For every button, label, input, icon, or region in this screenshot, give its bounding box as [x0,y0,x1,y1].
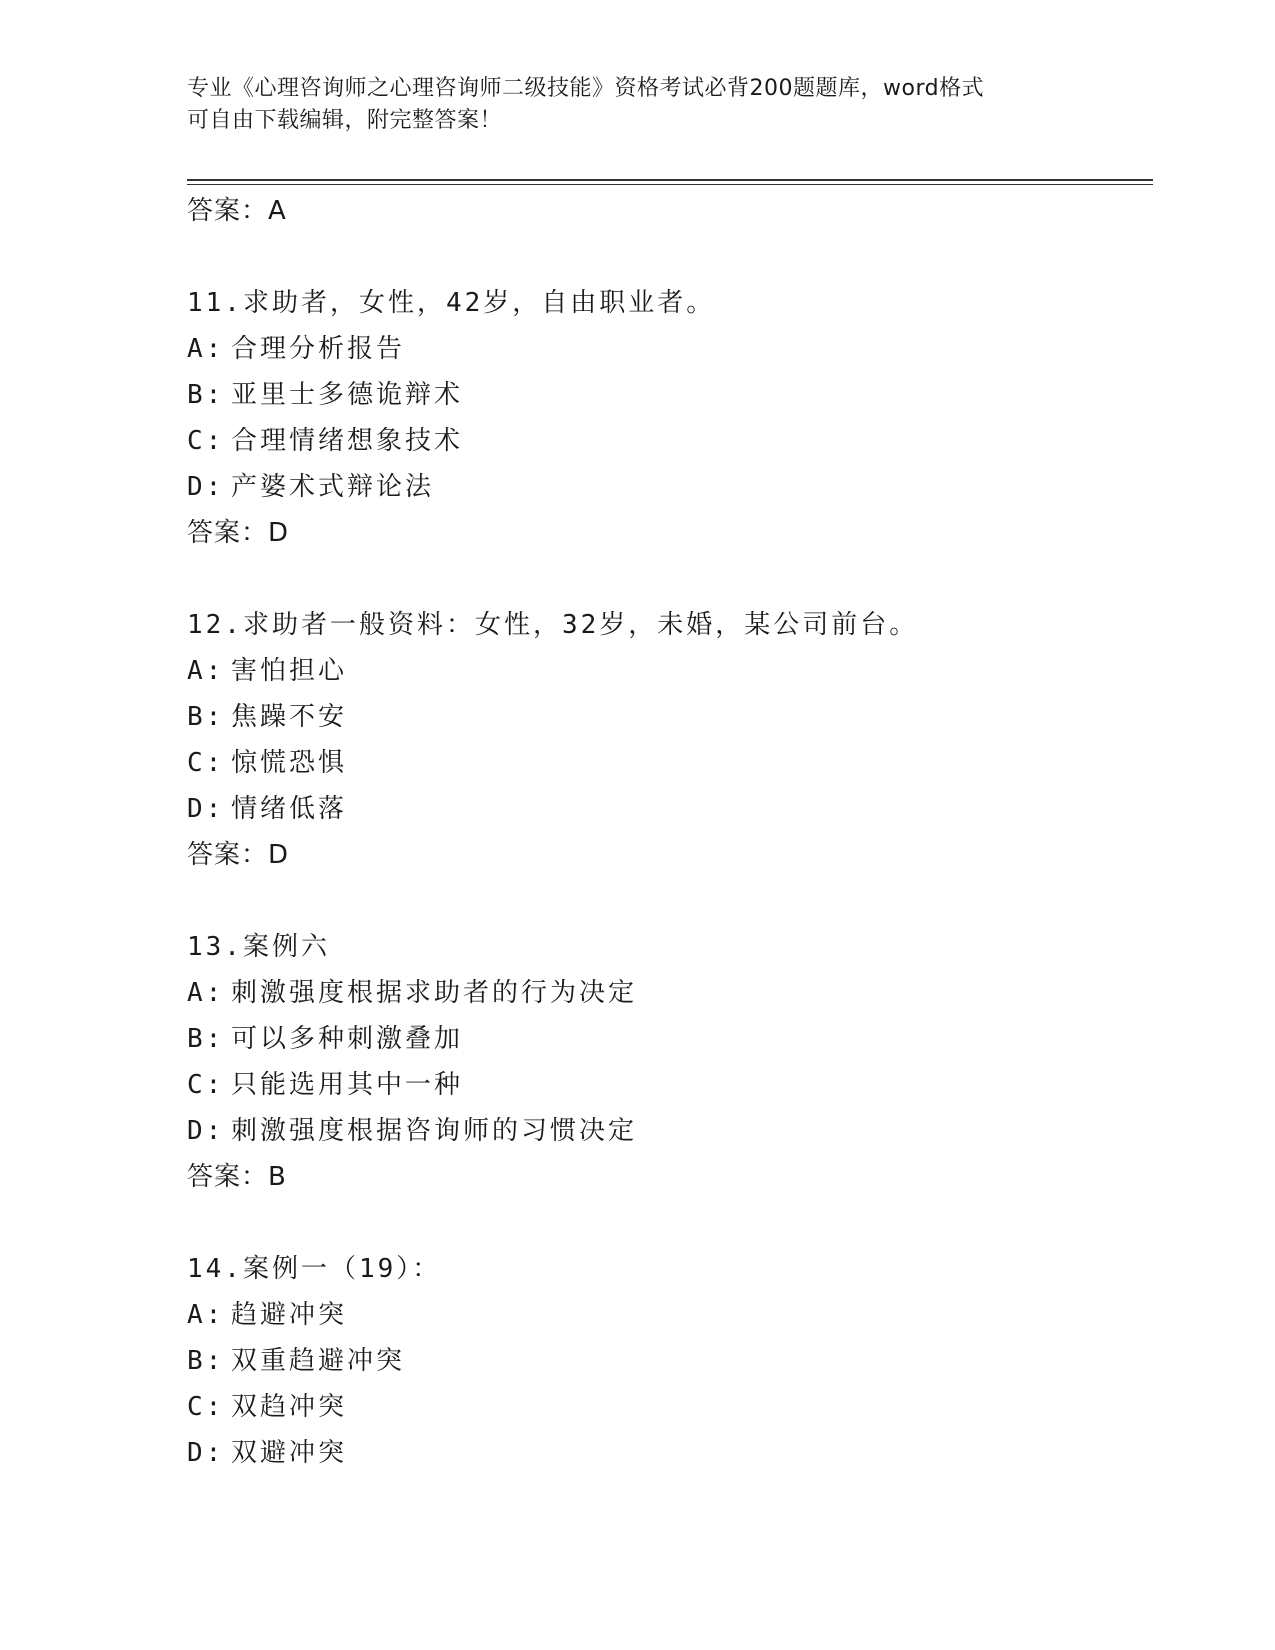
option-text: 双重趋避冲突 [231,1346,406,1376]
option-letter: C: [187,748,225,778]
option-c [187,1062,1147,1108]
spacer [187,556,1147,602]
answer-value: D [268,840,290,870]
question-stem: 11.求助者，女性，42岁，自由职业者。 [187,288,716,318]
option-letter: C: [187,1070,225,1100]
option-b [187,694,1147,740]
option-text: 趋避冲突 [231,1300,348,1330]
option-text: 惊慌恐惧 [231,748,348,778]
question-stem: 13.案例六 [187,932,330,962]
option-letter: A: [187,1300,225,1330]
option-c [187,740,1147,786]
spacer [187,878,1147,924]
option-letter: D: [187,794,225,824]
option-letter: D: [187,1116,225,1146]
header-title-line2: 可自由下载编辑，附完整答案！ [187,108,503,133]
document-header [187,73,1067,137]
answer-line [187,1154,1147,1200]
option-b [187,372,1147,418]
answer-value: B [268,1162,287,1192]
option-d [187,1108,1147,1154]
option-letter: B: [187,1024,225,1054]
option-letter: B: [187,380,225,410]
option-d [187,1430,1147,1476]
answer-line [187,188,1147,234]
option-letter: C: [187,426,225,456]
option-text: 产婆术式辩论法 [231,472,435,502]
option-text: 只能选用其中一种 [231,1070,464,1100]
header-divider [187,179,1153,185]
spacer [187,234,1147,280]
option-b [187,1016,1147,1062]
option-a [187,648,1147,694]
option-text: 害怕担心 [231,656,348,686]
answer-label: 答案： [187,1162,269,1192]
option-text: 双避冲突 [231,1438,348,1468]
option-letter: D: [187,1438,225,1468]
option-c [187,1384,1147,1430]
answer-line [187,510,1147,556]
option-letter: B: [187,702,225,732]
option-letter: A: [187,656,225,686]
option-d [187,464,1147,510]
answer-line [187,832,1147,878]
question-stem: 12.求助者一般资料：女性，32岁，未婚，某公司前台。 [187,610,919,640]
option-letter: B: [187,1346,225,1376]
answer-value: D [268,518,290,548]
option-text: 合理情绪想象技术 [231,426,464,456]
option-text: 刺激强度根据咨询师的习惯决定 [231,1116,638,1146]
spacer [187,1200,1147,1246]
answer-label: 答案： [187,518,269,548]
option-text: 可以多种刺激叠加 [231,1024,464,1054]
option-letter: C: [187,1392,225,1422]
document-body [187,188,1147,1476]
answer-label: 答案： [187,840,269,870]
question-stem: 14.案例一（19）： [187,1254,442,1284]
option-c [187,418,1147,464]
option-letter: A: [187,334,225,364]
option-a [187,970,1147,1016]
answer-label: 答案： [187,196,269,226]
option-text: 亚里士多德诡辩术 [231,380,464,410]
answer-value: A [268,196,287,226]
option-letter: D: [187,472,225,502]
option-letter: A: [187,978,225,1008]
option-b [187,1338,1147,1384]
option-text: 情绪低落 [231,794,348,824]
option-text: 双趋冲突 [231,1392,348,1422]
option-text: 焦躁不安 [231,702,348,732]
option-d [187,786,1147,832]
option-a [187,326,1147,372]
option-text: 刺激强度根据求助者的行为决定 [231,978,638,1008]
option-text: 合理分析报告 [231,334,406,364]
option-a [187,1292,1147,1338]
header-title-line1: 专业《心理咨询师之心理咨询师二级技能》资格考试必背200题题库，word格式 [187,76,985,101]
